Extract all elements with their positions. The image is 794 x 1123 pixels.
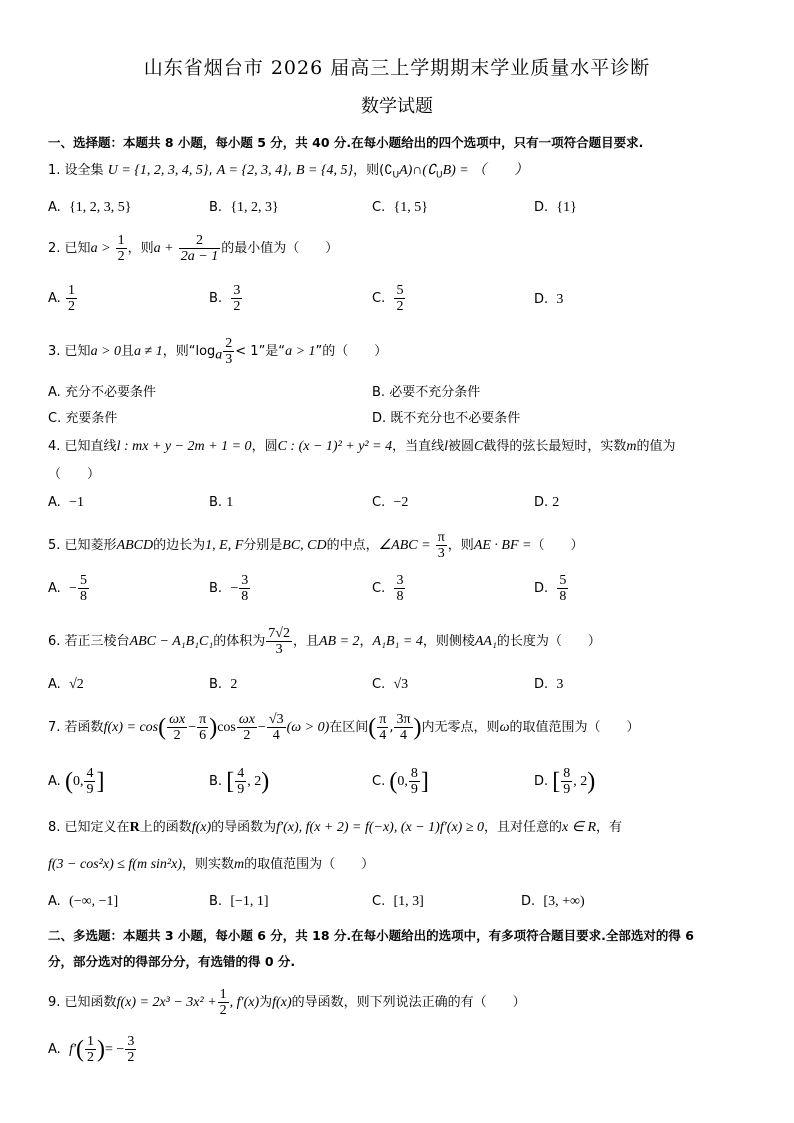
option-a[interactable] — [48, 283, 78, 314]
question-text: 为 — [259, 995, 273, 1010]
bracket: ) — [261, 768, 270, 795]
question-text: ，有 — [596, 820, 623, 835]
option-d[interactable] — [534, 677, 563, 693]
question-text: ，则 — [127, 241, 154, 256]
answer-paren: （ ） — [48, 467, 101, 482]
fraction: $\frac{3}{2}$ — [233, 283, 241, 314]
math-expression: C : (x − 1)² + y² = 4 — [277, 439, 393, 454]
option-sign: − — [230, 581, 239, 596]
question-text: 若函数 — [64, 720, 104, 735]
option-text: 0, — [397, 774, 408, 789]
question-2 — [48, 233, 338, 264]
option-d[interactable] — [534, 292, 563, 308]
math-expression: f(x) = 2x³ − 3x² + — [116, 995, 217, 1010]
fraction: $\frac{\omega x}{2}$ — [169, 712, 186, 743]
option-label: C. — [372, 200, 386, 215]
option-label: D. — [534, 200, 549, 215]
question-text: 已知直线 — [64, 439, 117, 454]
math-expression: U = {1, 2, 3, 4, 5} — [107, 163, 209, 178]
fraction: $\frac{\pi}{3}$ — [437, 530, 445, 561]
option-text: , 2 — [247, 774, 262, 789]
question-4 — [48, 438, 676, 456]
question-number: 4. — [48, 439, 61, 454]
question-text: 的边长为 — [153, 538, 206, 553]
question-text: 的长度为（ ） — [496, 634, 601, 649]
question-text: 的取值范围为（ ） — [509, 720, 640, 735]
option-sign: − — [69, 581, 77, 596]
option-text: 必要不充分条件 — [389, 385, 481, 400]
option-a[interactable] — [48, 495, 84, 511]
math-expression: x ∈ R — [562, 820, 596, 835]
question-text: 已知 — [64, 241, 91, 256]
option-a[interactable]: A. f′( $\frac{1}{2}$ )= − $\frac{3}{2}$ — [48, 1034, 135, 1065]
option-text: [−1, 1] — [230, 894, 269, 909]
question-text: ，当直线 — [392, 439, 445, 454]
math-expression: B = {4, 5} — [295, 163, 354, 178]
question-number: 6. — [48, 634, 61, 649]
question-text: ，则(∁ — [353, 163, 393, 178]
option-label: A. — [48, 385, 61, 400]
option-label: A. — [48, 774, 61, 789]
question-text: ， — [359, 634, 373, 649]
question-3 — [48, 336, 387, 367]
option-text: 充要条件 — [65, 411, 118, 426]
question-text: 上的函数 — [139, 820, 192, 835]
option-c[interactable] — [372, 677, 408, 693]
option-b[interactable] — [209, 766, 269, 797]
math-expression: A)∩(∁ — [399, 163, 436, 178]
option-b[interactable] — [209, 200, 279, 216]
math-operator: − — [188, 720, 197, 735]
option-label: B. — [209, 495, 223, 510]
question-number: 1. — [48, 163, 61, 178]
question-text: 的导函数，则下列说法正确的有（ ） — [291, 995, 526, 1010]
question-7: 7. 若函数f(x) = cos( $\frac{\omega x}{2}$ − $\frac{\pi}{6}$ )cos $\frac{\omega x}{2}$ − $\frac{√3}{4}$ (ω > 0)在区间( $\frac{\pi}{4}$ , $\frac{3\pi}{4}$ )内无零点，则ω的取值范围为（ ） — [48, 712, 640, 743]
option-text: (−∞, −1] — [69, 894, 119, 909]
math-expression: R — [129, 820, 140, 835]
option-label: C. — [372, 581, 386, 596]
question-number: 2. — [48, 241, 61, 256]
option-label: A. — [48, 677, 61, 692]
math-operator: = − — [105, 1042, 125, 1057]
fraction: $\frac{8}{9}$ — [563, 766, 571, 797]
question-text: ，圆 — [251, 439, 278, 454]
fraction: $\frac{1}{2}$ — [67, 283, 75, 314]
question-text: 已知 — [64, 344, 91, 359]
question-text: ”的（ ） — [315, 344, 388, 359]
question-8 — [48, 819, 622, 837]
option-d[interactable] — [534, 495, 559, 511]
log-base: a — [215, 347, 223, 363]
fraction: $\frac{2}{3}$ — [225, 336, 233, 367]
option-label: D. — [534, 292, 549, 307]
fraction: $\frac{\pi}{6}$ — [199, 712, 207, 743]
option-b[interactable] — [372, 381, 480, 400]
bracket: [ — [552, 768, 561, 795]
bracket: ) — [587, 768, 596, 795]
fraction: $\frac{5}{2}$ — [396, 283, 404, 314]
section-heading: 一、选择题：本题共 8 小题，每小题 5 分，共 40 分.在每小题给出的四个选项中，只有一项符合题目要求. — [48, 135, 644, 150]
fraction: $\frac{8}{9}$ — [410, 766, 418, 797]
option-b[interactable] — [209, 495, 233, 511]
option-text: , 2 — [573, 774, 588, 789]
option-a[interactable] — [48, 894, 118, 910]
math-operator: − — [257, 720, 266, 735]
option-text: {1} — [556, 200, 577, 215]
question-text: ，且对任意的 — [484, 820, 563, 835]
option-label: A. — [48, 291, 61, 306]
math-expression: m — [234, 857, 245, 872]
question-text: 已知函数 — [64, 995, 117, 1010]
math-expression: m — [626, 439, 637, 454]
question-text: 被圆 — [447, 439, 474, 454]
math-expression: f′(x), f(x + 2) = f(−x), (x − 1)f′(x) ≥ 0 — [276, 820, 485, 835]
question-text: 的导函数为 — [211, 820, 277, 835]
question-8-line-2 — [48, 856, 374, 874]
option-c[interactable] — [372, 894, 424, 910]
option-text: 0, — [72, 774, 84, 789]
fraction: $\frac{1}{2}$ — [87, 1034, 95, 1065]
option-label: A. — [48, 894, 61, 909]
math-expression: f′ — [69, 1042, 77, 1057]
math-expression: ABC − A₁B₁C₁ — [129, 634, 214, 649]
bracket: [ — [226, 768, 235, 795]
math-expression: A = {2, 3, 4} — [216, 163, 288, 178]
fraction: $\frac{3}{2}$ — [127, 1034, 135, 1065]
math-expression: l : mx + y − 2m + 1 = 0 — [116, 439, 252, 454]
bracket: ] — [96, 768, 105, 795]
question-text: 在区间 — [329, 720, 369, 735]
option-text: 2 — [230, 677, 238, 692]
fraction: $\frac{3\pi}{4}$ — [396, 712, 411, 743]
math-expression: ω — [499, 720, 510, 735]
question-text: ，则实数 — [182, 857, 235, 872]
question-text: ，则“log — [162, 344, 216, 359]
option-c[interactable] — [372, 283, 406, 314]
question-number: 8. — [48, 820, 61, 835]
section-heading: 二、多选题：本题共 3 小题，每小题 6 分，共 18 分.在每小题给出的选项中，有多项符合题目要求.全部选对的得 6 — [48, 928, 694, 943]
question-text: 已知定义在 — [64, 820, 130, 835]
option-text: 2 — [552, 495, 560, 510]
fraction: $\frac{2}{2a - 1}$ — [180, 233, 219, 264]
option-d[interactable] — [534, 200, 577, 216]
option-a[interactable] — [48, 677, 84, 693]
fraction: $\frac{1}{2}$ — [117, 233, 125, 264]
math-expression: ABCD — [116, 538, 154, 553]
question-text: 的值为 — [636, 439, 676, 454]
fraction: $\frac{\pi}{4}$ — [379, 712, 387, 743]
bracket: ] — [420, 768, 429, 795]
fraction: $\frac{\omega x}{2}$ — [238, 712, 255, 743]
math-expression: BC, CD — [282, 538, 327, 553]
fraction: $\frac{4}{9}$ — [237, 766, 245, 797]
option-d[interactable] — [521, 894, 585, 910]
bracket: ( — [389, 768, 398, 795]
fraction: $\frac{5}{8}$ — [559, 573, 567, 604]
fraction: $\frac{√3}{4}$ — [268, 712, 284, 743]
question-number: 9. — [48, 995, 61, 1010]
option-label: B. — [209, 677, 223, 692]
option-b[interactable] — [209, 573, 251, 604]
option-text: [1, 3] — [393, 894, 424, 909]
option-a[interactable] — [48, 381, 156, 400]
question-text: < 1”是“ — [235, 344, 286, 359]
math-expression: f(x) — [191, 820, 212, 835]
option-c[interactable] — [372, 200, 428, 216]
question-text: ，则侧棱 — [422, 634, 475, 649]
question-5 — [48, 530, 583, 561]
question-text: 的中点， — [326, 538, 379, 553]
question-text: （ ） — [531, 538, 584, 553]
question-number: 5. — [48, 538, 61, 553]
math-expression: 1, E, F — [205, 538, 244, 553]
option-b[interactable] — [209, 283, 243, 314]
math-expression: (ω > 0) — [286, 720, 330, 735]
option-text: 充分不必要条件 — [64, 385, 156, 400]
option-text: {1, 2, 3, 5} — [69, 200, 132, 215]
math-expression: a + — [153, 241, 174, 256]
math-expression: l — [444, 439, 448, 454]
question-text: 且 — [121, 344, 135, 359]
option-label: D. — [372, 411, 387, 426]
question-text: 截得的弦长最短时，实数 — [483, 439, 627, 454]
option-text: √3 — [393, 677, 409, 692]
math-expression: f(3 − cos²x) ≤ f(m sin²x) — [48, 857, 182, 872]
math-expression: A₁B₁ = 4 — [372, 634, 423, 649]
option-text: −2 — [393, 495, 409, 510]
document-title: 山东省烟台市 2026 届高三上学期期末学业质量水平诊断 — [143, 57, 651, 79]
fraction: $\frac{3}{8}$ — [396, 573, 404, 604]
option-label: D. — [534, 677, 549, 692]
fraction: $\frac{1}{2}$ — [219, 987, 227, 1018]
option-a[interactable] — [48, 573, 90, 604]
math-expression: a ≠ 1 — [134, 344, 163, 359]
option-label: D. — [534, 581, 549, 596]
document-subtitle: 数学试题 — [361, 96, 433, 117]
option-text: 既不充分也不必要条件 — [390, 411, 521, 426]
question-text: 设全集 — [64, 163, 104, 178]
question-text: 已知菱形 — [64, 538, 117, 553]
option-label: D. — [534, 495, 549, 510]
option-a[interactable] — [48, 200, 132, 216]
option-text: −1 — [69, 495, 84, 510]
option-label: C. — [372, 677, 386, 692]
option-label: A. — [48, 200, 61, 215]
option-label: A. — [48, 581, 61, 596]
question-text: ，则 — [447, 538, 474, 553]
question-text: 内无零点，则 — [421, 720, 500, 735]
option-label: D. — [521, 894, 536, 909]
math-expression: B) = （ ） — [442, 163, 529, 178]
option-text: [3, +∞) — [543, 894, 585, 909]
option-label: B. — [209, 291, 223, 306]
option-label: C. — [372, 774, 386, 789]
fraction: $\frac{3}{8}$ — [241, 573, 249, 604]
option-label: B. — [209, 200, 223, 215]
option-label: B. — [209, 894, 223, 909]
question-text: 的取值范围为（ ） — [244, 857, 375, 872]
option-label: C. — [372, 495, 386, 510]
option-d[interactable] — [372, 407, 520, 426]
option-b[interactable] — [209, 894, 269, 910]
option-c[interactable] — [372, 766, 429, 797]
option-text: √2 — [69, 677, 84, 692]
option-label: C. — [372, 291, 386, 306]
math-expression: a > 0 — [90, 344, 122, 359]
option-label: B. — [372, 385, 386, 400]
question-number: 3. — [48, 344, 61, 359]
math-expression: AA₁ — [474, 634, 497, 649]
option-text: {1, 5} — [393, 200, 428, 215]
question-1: 1. 设全集 U = {1, 2, 3, 4, 5}, A = {2, 3, 4}, B = {4, 5}，则$(∁_UA)\cap(∁_UB)$ = （ ） — [48, 163, 529, 181]
math-expression: f(x) = cos — [103, 720, 159, 735]
question-text: 若正三棱台 — [64, 634, 130, 649]
option-d[interactable] — [534, 766, 595, 797]
math-expression: cos — [217, 720, 236, 735]
math-expression: f(x) — [272, 995, 292, 1010]
fraction: $\frac{5}{8}$ — [79, 573, 87, 604]
question-text: ，且 — [292, 634, 319, 649]
question-text: 的体积为 — [213, 634, 266, 649]
option-text: 3 — [556, 292, 564, 307]
math-expression: C — [474, 439, 484, 454]
question-text: 的最小值为（ ） — [221, 241, 339, 256]
math-expression: AE · BF = — [473, 538, 532, 553]
option-label: D. — [534, 774, 549, 789]
option-c[interactable] — [372, 495, 408, 511]
fraction: $\frac{7√2}{3}$ — [268, 626, 290, 657]
option-d[interactable] — [534, 573, 569, 604]
section-heading-line-2: 分，部分选对的得部分分，有选错的得 0 分. — [48, 954, 296, 969]
question-text: 分别是 — [243, 538, 283, 553]
option-label: A. — [48, 1042, 61, 1057]
fraction: $\frac{4}{9}$ — [86, 766, 94, 797]
option-label: A. — [48, 495, 61, 510]
option-text: {1, 2, 3} — [230, 200, 279, 215]
option-label: C. — [372, 894, 386, 909]
bracket: ( — [64, 768, 73, 795]
option-text: 3 — [556, 677, 564, 692]
option-label: C. — [48, 411, 62, 426]
question-6 — [48, 626, 601, 657]
question-number: 7. — [48, 720, 61, 735]
option-a[interactable] — [48, 766, 104, 797]
option-c[interactable] — [48, 407, 117, 426]
math-expression: , f′(x) — [229, 995, 260, 1010]
option-label: B. — [209, 774, 223, 789]
option-label: B. — [209, 581, 223, 596]
question-9 — [48, 987, 526, 1018]
math-expression: ∠ABC = — [378, 538, 431, 553]
math-expression: AB = 2 — [318, 634, 360, 649]
option-c[interactable] — [372, 573, 406, 604]
math-expression: a > — [90, 241, 111, 256]
option-text: 1 — [226, 495, 234, 510]
option-b[interactable] — [209, 677, 237, 693]
math-expression: a > 1 — [285, 344, 316, 359]
